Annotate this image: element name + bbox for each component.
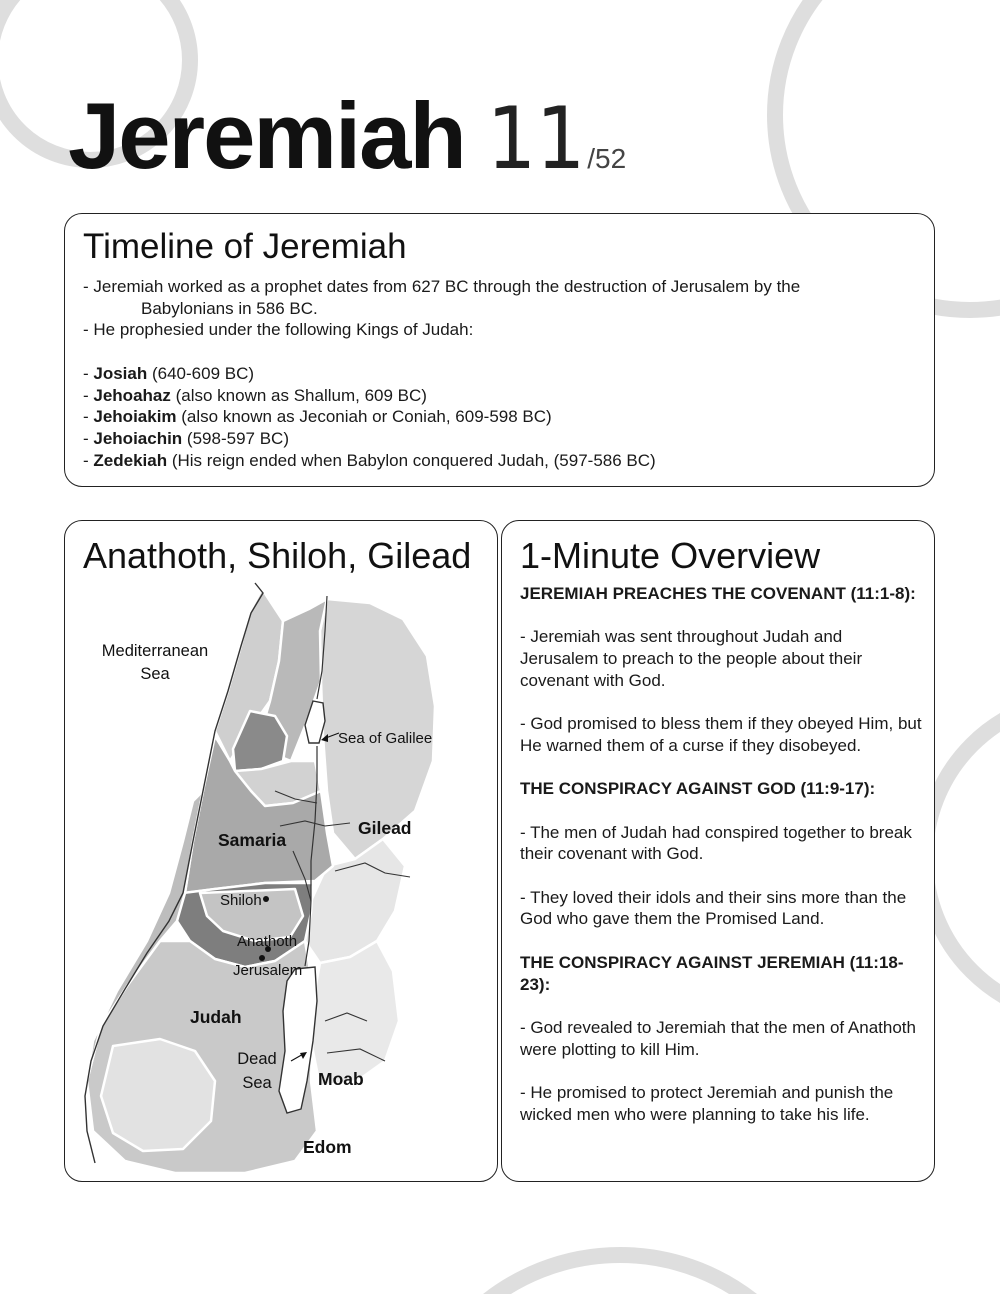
section-point: - Jeremiah was sent throughout Judah and Jerusalem to preach to the people about their covenant with God. — [520, 627, 863, 690]
ring-bottom — [405, 1255, 835, 1294]
label-anathoth: Anathoth — [237, 933, 298, 950]
jerusalem-dot — [259, 955, 265, 961]
king-prefix: - — [83, 363, 94, 383]
map-panel — [64, 520, 498, 1182]
king-item — [83, 385, 800, 407]
king-name: Jehoiakim — [93, 407, 177, 427]
section-point: - He promised to protect Jeremiah and punish the wicked men who were planning to take his life. — [520, 1083, 894, 1124]
label-edom: Edom — [303, 1137, 352, 1157]
label-samaria: Samaria — [218, 830, 287, 850]
label-gilead: Gilead — [358, 818, 412, 838]
king-item — [83, 406, 800, 428]
section-heading: JEREMIAH PREACHES THE COVENANT (11:1-8): — [520, 584, 916, 603]
section-point: - The men of Judah had conspired together to break their covenant with God. — [520, 822, 912, 864]
king-detail: (also known as Jeconiah or Coniah, 609-598 BC) — [176, 407, 552, 427]
section-point: - God revealed to Jeremiah that the men of Anathoth were plotting to kill Him. — [520, 1017, 916, 1059]
shiloh-dot — [263, 896, 269, 902]
label-moab: Moab — [318, 1069, 364, 1089]
label-judah: Judah — [190, 1007, 242, 1027]
king-prefix: - — [83, 450, 94, 470]
section-point: - They loved their idols and their sins more than the God who gave them the Promised Land. — [520, 887, 907, 929]
section-heading: THE CONSPIRACY AGAINST JEREMIAH (11:18-23): — [520, 952, 904, 994]
king-prefix: - — [83, 385, 94, 405]
label-dead: Dead — [237, 1050, 277, 1068]
king-detail: (His reign ended when Babylon conquered Judah, (597-586 BC) — [167, 450, 656, 470]
timeline-title: Timeline of Jeremiah — [83, 227, 407, 266]
timeline-intro-line: Babylonians in 586 BC. — [141, 298, 318, 318]
book-name: Jeremiah — [68, 83, 465, 188]
timeline-intro-line: - Jeremiah worked as a prophet dates from 627 BC through the destruction of Jerusalem by the — [83, 277, 801, 296]
label-jerusalem: Jerusalem — [233, 962, 303, 979]
king-name: Zedekiah — [93, 450, 168, 470]
overview-title: 1-Minute Overview — [520, 535, 821, 576]
overview-text — [520, 583, 925, 1147]
map-title: Anathoth, Shiloh, Gilead — [83, 535, 472, 576]
label-shiloh: Shiloh — [220, 892, 262, 909]
chapter-number: 11 — [486, 89, 586, 189]
king-detail: (640-609 BC) — [147, 363, 255, 383]
ring-right-middle — [925, 698, 1000, 1018]
label-sea-of-galilee: Sea of Galilee — [338, 730, 433, 747]
region-moab — [311, 941, 399, 1086]
region-negev — [101, 1039, 215, 1151]
king-item — [83, 450, 800, 472]
timeline-intro-line: - He prophesied under the following Kings of Judah: — [83, 320, 474, 340]
spacer — [83, 341, 800, 363]
king-name: Jehoahaz — [93, 385, 171, 405]
king-detail: (598-597 BC) — [182, 428, 289, 448]
chapter-total: /52 — [587, 143, 627, 174]
king-prefix: - — [83, 407, 94, 427]
overview-panel — [501, 520, 935, 1182]
israel-map — [65, 521, 497, 1181]
king-name: Josiah — [93, 363, 148, 383]
timeline-text — [83, 276, 800, 471]
king-detail: (also known as Shallum, 609 BC) — [170, 385, 427, 405]
page-title — [68, 82, 626, 192]
king-name: Jehoiachin — [93, 428, 183, 448]
label-mediterranean: Mediterranean — [101, 642, 209, 660]
section-heading: THE CONSPIRACY AGAINST GOD (11:9-17): — [520, 779, 876, 799]
timeline-panel — [64, 213, 935, 487]
section-point: - God promised to bless them if they obeyed Him, but He warned them of a curse if they disobeyed. — [520, 714, 922, 755]
king-item — [83, 428, 800, 450]
king-item — [83, 363, 800, 385]
king-prefix: - — [83, 428, 94, 448]
label-dead-sea: Sea — [242, 1074, 272, 1092]
label-mediterranean-sea: Sea — [140, 665, 170, 683]
